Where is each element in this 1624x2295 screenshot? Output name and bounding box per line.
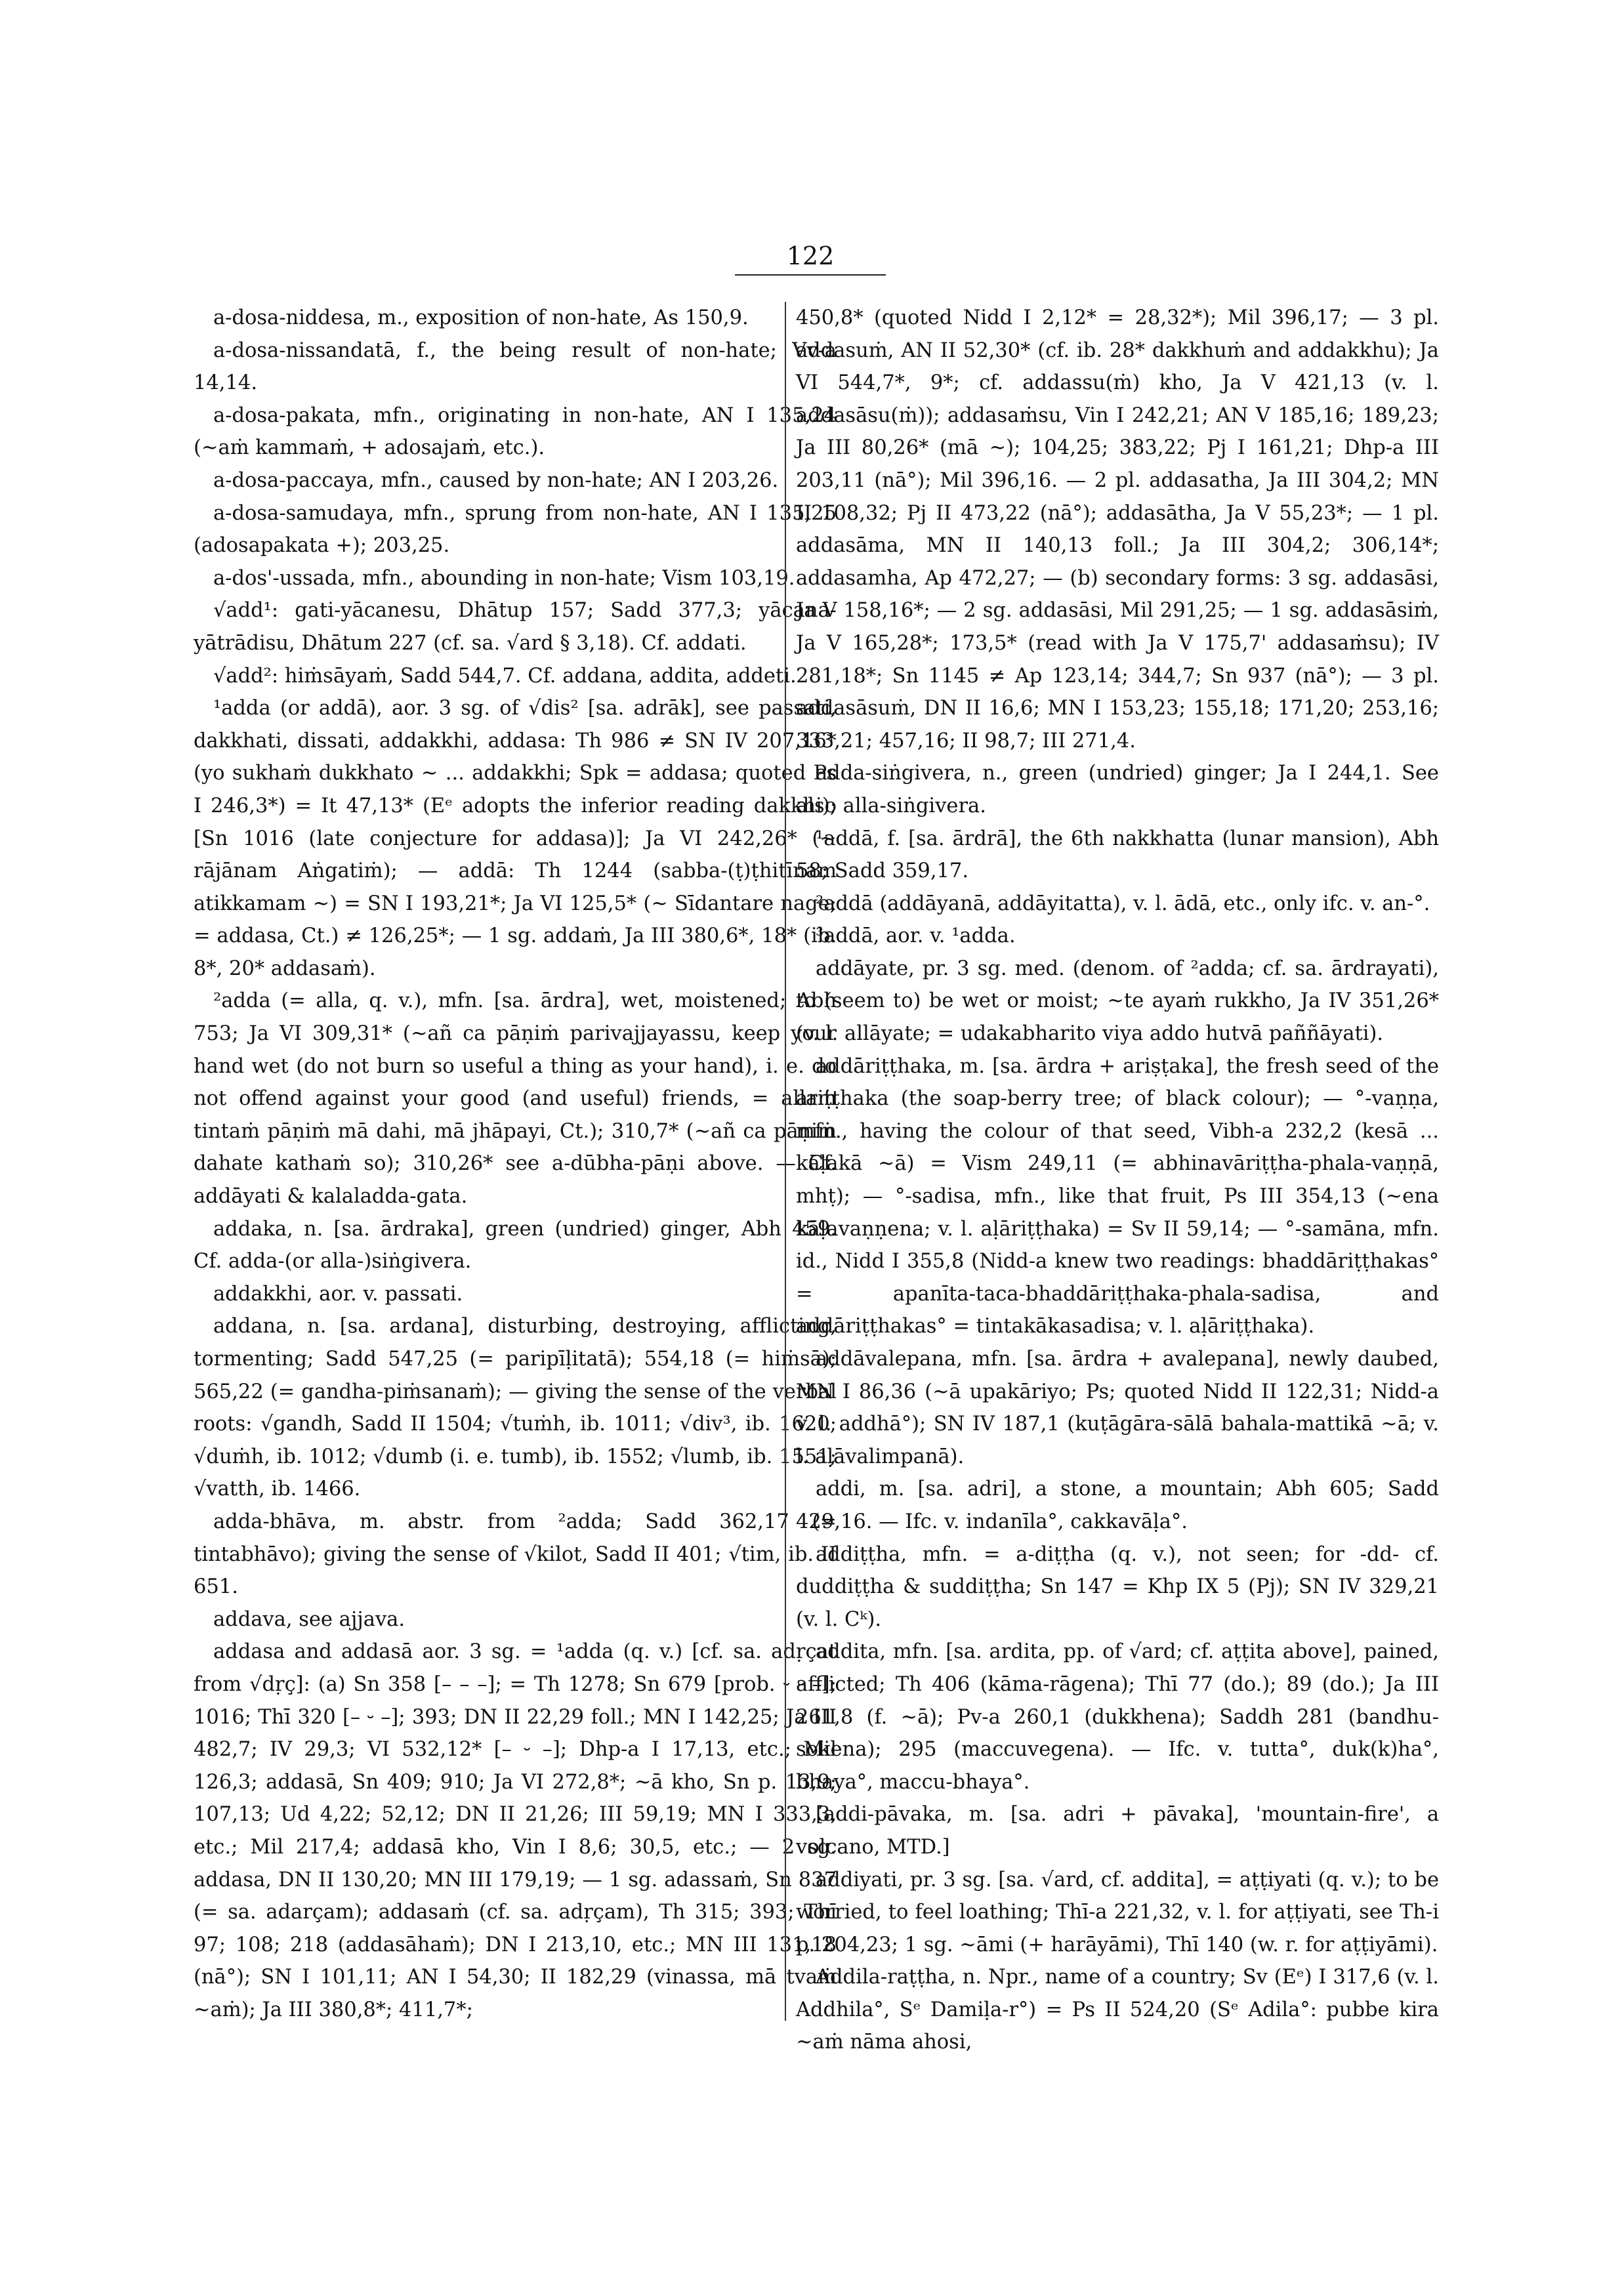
dictionary-entry: a-dosa-nissandatā, f., the being result of non-hate; Vv-a 14,14. (194, 339, 837, 395)
dictionary-entry: addāvalepana, mfn. [sa. ārdra + avalepana], newly daubed, MN I 86,36 (~ā upakāriyo; Ps; quoted Nidd II 122,31; Nidd-a v. l. addhā°); SN IV 187,1 (kuṭāgāra-sālā bahala-mattikā ~ā; v. l. aḷāvalimpanā). (796, 1348, 1439, 1468)
dictionary-entry: addasa and addasā aor. 3 sg. = ¹adda (q. v.) [cf. sa. adṛçat from √dṛç]: (a) Sn 358 [– – –]; = Th 1278; Sn 679 [prob. ⏑ ⏑ –]; 1016; Thī 320 [– ⏑ –]; 393; DN II 22,29 foll.; MN I 142,25; Ja III 482,7; IV 29,3; VI 532,12* [– ⏑ –]; Dhp-a I 17,13, etc.; Mil 126,3; addasā, Sn 409; 910; Ja VI 272,8*; ~ā kho, Sn p. 13,9; 107,13; Ud 4,22; 52,12; DN II 21,26; III 59,19; MN I 333,3, etc.; Mil 217,4; addasā kho, Vin I 8,6; 30,5, etc.; — 2 sg. addasa, DN II 130,20; MN III 179,19; — 1 sg. adassaṁ, Sn 837 (= sa. adarçam); addasaṁ (cf. sa. adṛçam), Th 315; 393; Thī 97; 108; 218 (addasāhaṁ); DN I 213,10, etc.; MN III 131,18 (nā°); SN I 101,11; AN I 54,30; II 182,29 (vinassa, mā tvaṁ ~aṁ); Ja III 380,8*; 411,7*; (194, 1640, 837, 2021)
dictionary-entry: a-dosa-samudaya, mfn., sprung from non-hate, AN I 135,25 (adosapakata +); 203,25. (194, 501, 837, 558)
dictionary-entry: ²addā (addāyanā, addāyitatta), v. l. ādā, etc., only ifc. v. an-°. (816, 892, 1430, 915)
dictionary-entry: ³addā, aor. v. ¹adda. (816, 924, 1016, 948)
dictionary-entry: addāyate, pr. 3 sg. med. (denom. of ²adda; cf. sa. ārdrayati), to (seem to) be wet or moist; ~te ayaṁ rukkho, Ja IV 351,26* (v. l. allāyate; = udakabharito viya addo hutvā paññāyati). (796, 957, 1439, 1046)
dictionary-entry: a-dosa-niddesa, m., exposition of non-hate, As 150,9. (213, 306, 749, 329)
dictionary-entry: addāriṭṭhaka, m. [sa. ārdra + ariṣṭaka], the fresh seed of the ariṭṭhaka (the soap-berry tree; of black colour); — °-vaṇṇa, mfn., having the colour of that seed, Vibh-a 232,2 (kesā ... kāḷakā ~ā) = Vism 249,11 (= abhinavāriṭṭha-phala-vaṇṇā, mhṭ); — °-sadisa, mfn., like that fruit, Ps III 354,13 (~ena kāḷavaṇṇena; v. l. aḷāriṭṭhaka) = Sv II 59,14; — °-samāna, mfn. id., Nidd I 355,8 (Nidd-a knew two readings: bhaddāriṭṭhakas° = apanīta-taca-bhaddāriṭṭhaka-phala-sadisa, and addāriṭṭhakas° = tintakākasadisa; v. l. aḷāriṭṭhaka). (796, 1054, 1439, 1338)
dictionary-entry: √add²: hiṁsāyaṁ, Sadd 544,7. Cf. addana, addita, addeti. (213, 664, 797, 688)
dictionary-entry: addiyati, pr. 3 sg. [sa. √ard, cf. addita], = aṭṭiyati (q. v.); to be worried, to feel loathing; Thī-a 221,32, v. l. for aṭṭiyati, see Th-i p. 204,23; 1 sg. ~āmi (+ harāyāmi), Thī 140 (w. r. for aṭṭiyāmi). (796, 1868, 1439, 1956)
dictionary-entry: adda-bhāva, m. abstr. from ²adda; Sadd 362,17 (= tintabhāvo); giving the sense of √kilot, Sadd II 401; √tim, ib. II 651. (194, 1510, 837, 1599)
dictionary-entry: [addi-pāvaka, m. [sa. adri + pāvaka], 'mountain-fire', a volcano, MTD.] (796, 1803, 1439, 1859)
dictionary-entry: a-dosa-pakata, mfn., originating in non-hate, AN I 135,24 (~aṁ kammaṁ, + adosajaṁ, etc.). (194, 403, 837, 460)
page-number: 122 (735, 241, 886, 276)
dictionary-entry: addita, mfn. [sa. ardita, pp. of √ard; cf. aṭṭita above], pained, afflicted; Th 406 (kāma-rāgena); Thī 77 (do.); 89 (do.); Ja III 261,8 (f. ~ā); Pv-a 260,1 (dukkhena); Saddh 281 (bandhu-sokena); 295 (maccuvegena). — Ifc. v. tutta°, duk(k)ha°, bhaya°, maccu-bhaya°. (796, 1640, 1439, 1794)
dictionary-entry: ¹adda (or addā), aor. 3 sg. of √dis² [sa. adrāk], see passati, dakkhati, dissati, addakkhi, addasa: Th 986 ≠ SN IV 207,16* (yo sukhaṁ dukkhato ~ ... addakkhi; Spk = addasa; quoted Ps I 246,3*) = It 47,13* (Eᵉ adopts the inferior reading dakkhi); [Sn 1016 (late conjecture for addasa)]; Ja VI 242,26* (~ rājānam Aṅgatiṁ); — addā: Th 1244 (sabba-(ṭ)ṭhitīnam atikkamam ~) = SN I 193,21*; Ja VI 125,5* (~ Sīdantare nage; = addasa, Ct.) ≠ 126,25*; — 1 sg. addaṁ, Ja III 380,6*, 18* (ib. 8*, 20* addasaṁ). (194, 697, 837, 980)
left-column (194, 302, 837, 2026)
column-divider (785, 302, 786, 2021)
dictionary-entry: √add¹: gati-yācanesu, Dhātup 157; Sadd 377,3; yācana-yātrādisu, Dhātum 227 (cf. sa. √ard § 3,18). Cf. addati. (194, 599, 837, 655)
dictionary-entry: addana, n. [sa. ardana], disturbing, destroying, afflicting, tormenting; Sadd 547,25 (= paripīḷitatā); 554,18 (= hiṁsā); 565,22 (= gandha-piṁsanaṁ); — giving the sense of the verbal roots: √gandh, Sadd II 1504; √tuṁh, ib. 1011; √div³, ib. 1620; √duṁh, ib. 1012; √dumb (i. e. tumb), ib. 1552; √lumb, ib. 1551; √vatth, ib. 1466. (194, 1315, 837, 1501)
dictionary-entry: addakkhi, aor. v. passati. (213, 1282, 463, 1306)
dictionary-entry: ¹addā, f. [sa. ārdrā], the 6th nakkhatta (lunar mansion), Abh 58; Sadd 359,17. (796, 827, 1439, 883)
dictionary-entry: addi, m. [sa. adri], a stone, a mountain; Abh 605; Sadd 429,16. — Ifc. v. indanīla°, cakkavāḷa°. (796, 1478, 1439, 1533)
dictionary-entry: adda-siṅgivera, n., green (undried) ginger; Ja I 244,1. See also alla-siṅgivera. (796, 762, 1439, 817)
dictionary-entry: a-dosa-paccaya, mfn., caused by non-hate; AN I 203,26. (213, 468, 779, 492)
dictionary-entry: addava, see ajjava. (213, 1607, 406, 1631)
dictionary-entry: ²adda (= alla, q. v.), mfn. [sa. ārdra], wet, moistened; Abh 753; Ja VI 309,31* (~añ ca pāṇiṁ parivajjayassu, keep your hand wet (do not burn so useful a thing as your hand), i. e. do not offend against your good (and useful) friends, = allaṁ tintaṁ pāṇiṁ mā dahi, mā jhāpayi, Ct.); 310,7* (~añ ca pāṇiṁ dahate kathaṁ so); 310,26* see a-dūbha-pāṇi above. — Cf. addāyati & kalaladda-gata. (194, 989, 837, 1209)
dictionary-entry-continued: 450,8* (quoted Nidd I 2,12* = 28,32*); Mil 396,17; — 3 pl. addasuṁ, AN II 52,30* (cf. ib. 28* dakkhuṁ and addakkhu); Ja VI 544,7*, 9*; cf. addassu(ṁ) kho, Ja V 421,13 (v. l. addasāsu(ṁ)); addasaṁsu, Vin I 242,21; AN V 185,16; 189,23; Ja III 80,26* (mā ~); 104,25; 383,22; Pj I 161,21; Dhp-a III 203,11 (nā°); Mil 396,16. — 2 pl. addasatha, Ja III 304,2; MN II 108,32; Pj II 473,22 (nā°); addasātha, Ja V 55,23*; — 1 pl. addasāma, MN II 140,13 foll.; Ja III 304,2; 306,14*; addasamha, Ap 472,27; — (b) secondary forms: 3 sg. addasāsi, Ja V 158,16*; — 2 sg. addasāsi, Mil 291,25; — 1 sg. addasāsiṁ, Ja V 165,28*; 173,5* (read with Ja V 175,7' addasaṁsu); IV 281,18*; Sn 1145 ≠ Ap 123,14; 344,7; Sn 937 (nā°); — 3 pl. addasāsuṁ, DN II 16,6; MN I 153,23; 155,18; 171,20; 253,16; 333,21; 457,16; II 98,7; III 271,4. (796, 306, 1439, 753)
dictionary-entry: a-dos'-ussada, mfn., abounding in non-hate; Vism 103,19. (213, 566, 795, 590)
right-column (796, 302, 1439, 2059)
dictionary-entry: addiṭṭha, mfn. = a-diṭṭha (q. v.), not seen; for -dd- cf. duddiṭṭha & suddiṭṭha; Sn 147 = Khp IX 5 (Pj); SN IV 329,21 (v. l. Cᵏ). (796, 1542, 1439, 1631)
dictionary-entry: Addila-raṭṭha, n. Npr., name of a country; Sv (Eᵉ) I 317,6 (v. l. Addhila°, Sᵉ Damiḷa-r°) = Ps II 524,20 (Sᵉ Adila°: pubbe kira ~aṁ nāma ahosi, (796, 1966, 1439, 2054)
dictionary-entry: addaka, n. [sa. ārdraka], green (undried) ginger, Abh 459. Cf. adda-(or alla-)siṅgivera. (194, 1217, 837, 1273)
